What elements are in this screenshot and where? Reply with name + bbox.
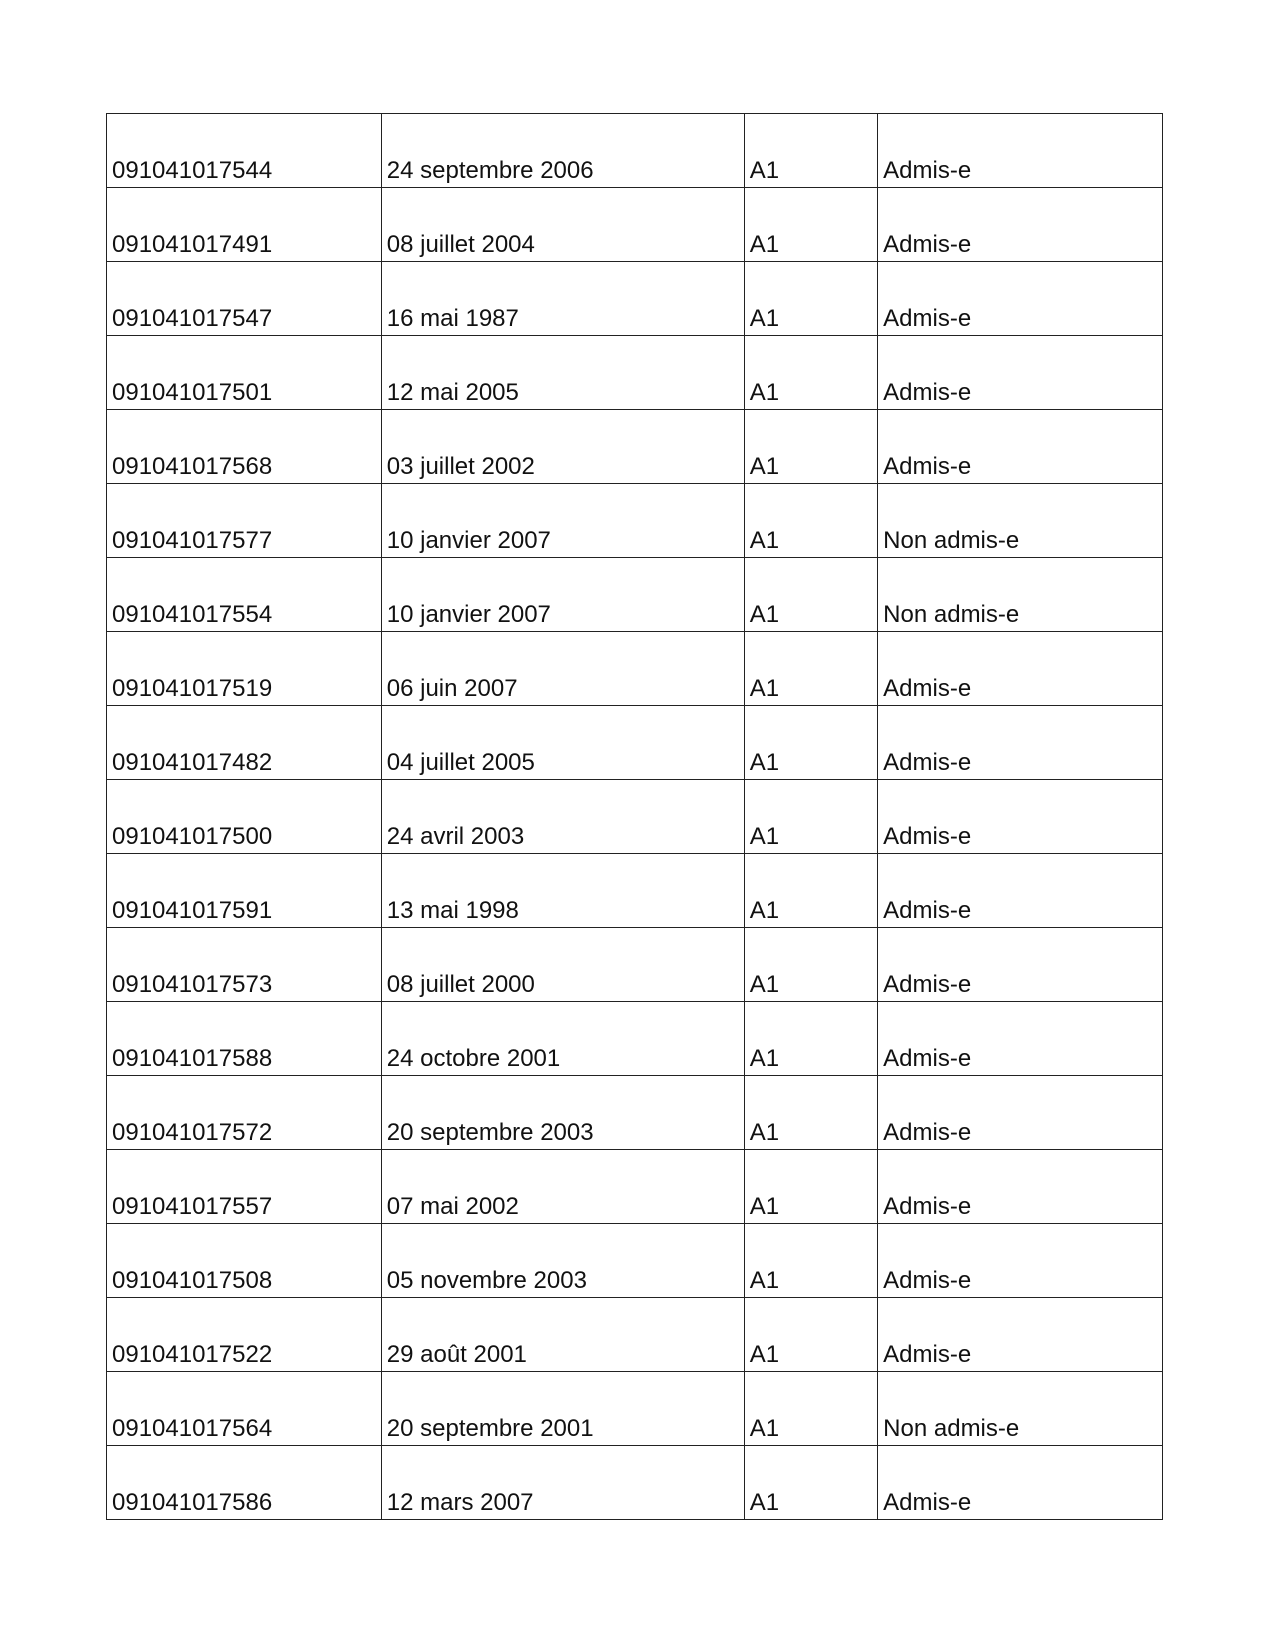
candidate-id-cell: 091041017522 [107,1298,382,1372]
level-cell: A1 [744,188,877,262]
candidate-id-cell: 091041017547 [107,262,382,336]
results-table-body [107,114,1163,1520]
result-status-cell: Admis-e [878,854,1163,928]
level-cell: A1 [744,558,877,632]
birth-date-cell: 07 mai 2002 [381,1150,744,1224]
result-status-cell: Admis-e [878,1150,1163,1224]
table-row [107,1298,1163,1372]
result-status-cell: Admis-e [878,1076,1163,1150]
birth-date-cell: 29 août 2001 [381,1298,744,1372]
level-cell: A1 [744,114,877,188]
result-status-cell: Admis-e [878,1224,1163,1298]
table-row [107,706,1163,780]
candidate-id-cell: 091041017554 [107,558,382,632]
level-cell: A1 [744,854,877,928]
birth-date-cell: 12 mai 2005 [381,336,744,410]
table-row [107,336,1163,410]
result-status-cell: Admis-e [878,114,1163,188]
results-table [106,113,1163,1520]
level-cell: A1 [744,1224,877,1298]
level-cell: A1 [744,1298,877,1372]
table-row [107,1076,1163,1150]
birth-date-cell: 13 mai 1998 [381,854,744,928]
table-row [107,188,1163,262]
table-row [107,1446,1163,1520]
result-status-cell: Admis-e [878,928,1163,1002]
birth-date-cell: 05 novembre 2003 [381,1224,744,1298]
result-status-cell: Admis-e [878,706,1163,780]
table-row [107,928,1163,1002]
table-row [107,262,1163,336]
birth-date-cell: 06 juin 2007 [381,632,744,706]
candidate-id-cell: 091041017591 [107,854,382,928]
result-status-cell: Non admis-e [878,484,1163,558]
table-row [107,1224,1163,1298]
level-cell: A1 [744,262,877,336]
table-row [107,114,1163,188]
level-cell: A1 [744,1076,877,1150]
result-status-cell: Admis-e [878,1002,1163,1076]
result-status-cell: Admis-e [878,632,1163,706]
level-cell: A1 [744,410,877,484]
table-row [107,410,1163,484]
candidate-id-cell: 091041017557 [107,1150,382,1224]
birth-date-cell: 20 septembre 2001 [381,1372,744,1446]
candidate-id-cell: 091041017577 [107,484,382,558]
birth-date-cell: 24 octobre 2001 [381,1002,744,1076]
result-status-cell: Admis-e [878,1446,1163,1520]
candidate-id-cell: 091041017519 [107,632,382,706]
table-row [107,632,1163,706]
result-status-cell: Admis-e [878,780,1163,854]
level-cell: A1 [744,706,877,780]
candidate-id-cell: 091041017564 [107,1372,382,1446]
birth-date-cell: 16 mai 1987 [381,262,744,336]
candidate-id-cell: 091041017544 [107,114,382,188]
candidate-id-cell: 091041017482 [107,706,382,780]
table-row [107,1150,1163,1224]
table-row [107,484,1163,558]
table-row [107,1002,1163,1076]
birth-date-cell: 08 juillet 2004 [381,188,744,262]
table-row [107,1372,1163,1446]
table-row [107,854,1163,928]
candidate-id-cell: 091041017491 [107,188,382,262]
level-cell: A1 [744,336,877,410]
birth-date-cell: 04 juillet 2005 [381,706,744,780]
birth-date-cell: 08 juillet 2000 [381,928,744,1002]
result-status-cell: Admis-e [878,410,1163,484]
result-status-cell: Non admis-e [878,558,1163,632]
level-cell: A1 [744,1002,877,1076]
level-cell: A1 [744,484,877,558]
level-cell: A1 [744,780,877,854]
candidate-id-cell: 091041017572 [107,1076,382,1150]
candidate-id-cell: 091041017501 [107,336,382,410]
candidate-id-cell: 091041017508 [107,1224,382,1298]
candidate-id-cell: 091041017586 [107,1446,382,1520]
result-status-cell: Non admis-e [878,1372,1163,1446]
birth-date-cell: 20 septembre 2003 [381,1076,744,1150]
result-status-cell: Admis-e [878,188,1163,262]
candidate-id-cell: 091041017500 [107,780,382,854]
result-status-cell: Admis-e [878,262,1163,336]
candidate-id-cell: 091041017588 [107,1002,382,1076]
level-cell: A1 [744,1150,877,1224]
birth-date-cell: 24 septembre 2006 [381,114,744,188]
result-status-cell: Admis-e [878,336,1163,410]
level-cell: A1 [744,1446,877,1520]
candidate-id-cell: 091041017573 [107,928,382,1002]
table-row [107,780,1163,854]
level-cell: A1 [744,928,877,1002]
level-cell: A1 [744,1372,877,1446]
candidate-id-cell: 091041017568 [107,410,382,484]
result-status-cell: Admis-e [878,1298,1163,1372]
birth-date-cell: 24 avril 2003 [381,780,744,854]
birth-date-cell: 10 janvier 2007 [381,484,744,558]
level-cell: A1 [744,632,877,706]
birth-date-cell: 03 juillet 2002 [381,410,744,484]
birth-date-cell: 12 mars 2007 [381,1446,744,1520]
table-row [107,558,1163,632]
birth-date-cell: 10 janvier 2007 [381,558,744,632]
